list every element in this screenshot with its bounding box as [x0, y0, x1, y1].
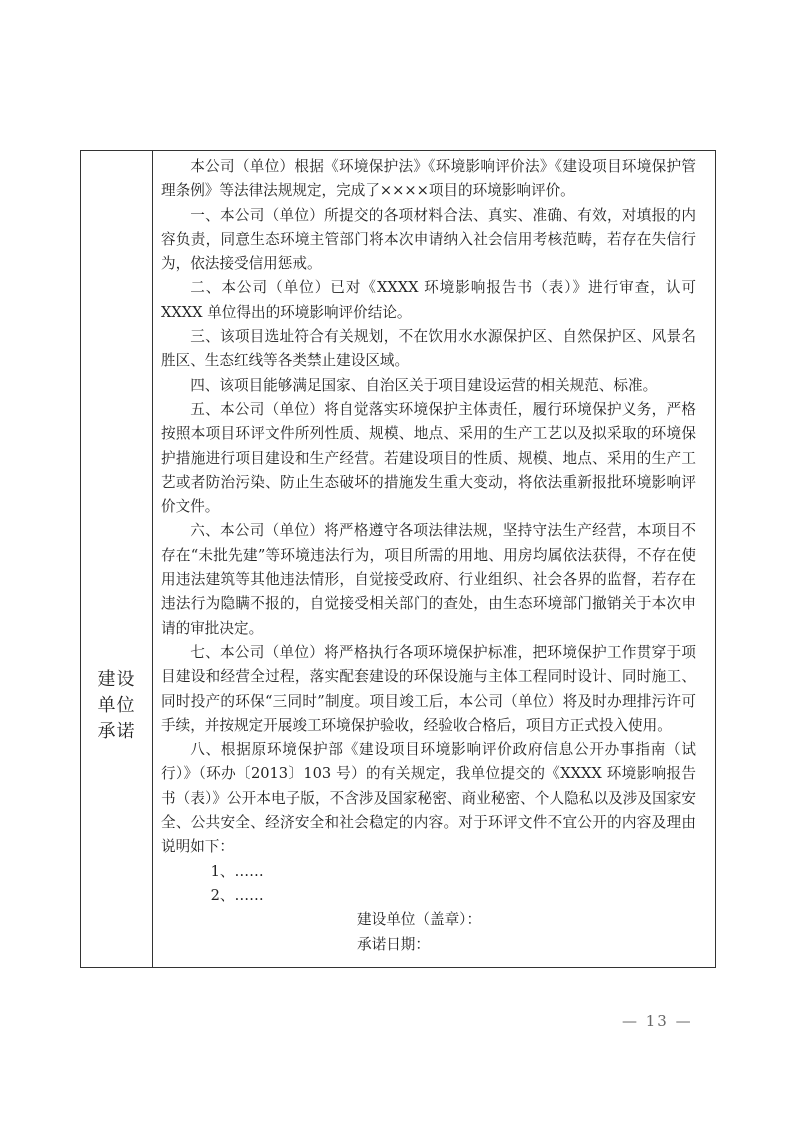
- section-label-line: 承诺: [97, 721, 136, 742]
- clause-2: 二、本公司（单位）已对《XXXX 环境影响报告书（表）》进行审查，认可 XXXX 单位得出的环境影响评价结论。: [161, 279, 696, 321]
- list-item: 2、……: [210, 886, 264, 904]
- clause-5: 五、本公司（单位）将自觉落实环境保护主体责任，履行环境保护义务，严格按照本项目环评文件所列性质、规模、地点、采用的生产工艺以及拟采取的环境保护措施进行项目建设和生产经营。若建设项目的性质、规模、地点、采用的生产工艺或者防治污染、防止生态破坏的措施发生重大变动，将依法重新报批环境影响评价文件。: [161, 400, 696, 516]
- column-divider: [152, 151, 153, 967]
- section-label: [81, 667, 152, 745]
- section-label-line: 建设: [97, 669, 136, 690]
- signature-unit: 建设单位（盖章）：: [357, 911, 482, 929]
- commitment-table: [80, 150, 716, 968]
- commitment-content: [161, 155, 696, 957]
- clause-7: 七、本公司（单位）将严格执行各项环境保护标准，把环境保护工作贯穿于项目建设和经营全过程，落实配套建设的环保设施与主体工程同时设计、同时施工、同时投产的环保“三同时”制度。项目竣工后，本公司（单位）将及时办理排污许可手续，并按规定开展竣工环境保护验收，经验收合格后，项目方正式投入使用。: [161, 643, 696, 734]
- clause-4: 四、该项目能够满足国家、自治区关于项目建设运营的相关规范、标准。: [190, 376, 658, 394]
- intro-paragraph: 本公司（单位）根据《环境保护法》《环境影响评价法》《建设项目环境保护管理条例》等法律法规规定，完成了××××项目的环境影响评价。: [161, 158, 696, 200]
- page-number: — 13 —: [622, 1012, 693, 1030]
- clause-3: 三、该项目选址符合有关规划，不在饮用水水源保护区、自然保护区、风景名胜区、生态红线等各类禁止建设区域。: [161, 328, 696, 370]
- section-label-line: 单位: [97, 695, 136, 716]
- signature-date: 承诺日期：: [357, 935, 430, 953]
- list-item: 1、……: [210, 862, 264, 880]
- clause-6: 六、本公司（单位）将严格遵守各项法律法规，坚持守法生产经营，本项目不存在“未批先建”等环境违法行为，项目所需的用地、用房均属依法获得，不存在使用违法建筑等其他违法情形，自觉接受政府、行业组织、社会各界的监督，若存在违法行为隐瞒不报的，自觉接受相关部门的查处，由生态环境部门撤销关于本次申请的审批决定。: [161, 522, 696, 637]
- clause-8: 八、根据原环境保护部《建设项目环境影响评价政府信息公开办事指南（试行）》（环办〔2013〕103 号）的有关规定，我单位提交的《XXXX 环境影响报告书（表）》公开本电子版，不含涉及国家秘密、商业秘密、个人隐私以及涉及国家安全、公共安全、经济安全和社会稳定的内容。对于环评文件不宜公开的内容及理由说明如下：: [161, 741, 696, 856]
- clause-1: 一、本公司（单位）所提交的各项材料合法、真实、准确、有效，对填报的内容负责，同意生态环境主管部门将本次申请纳入社会信用考核范畴，若存在失信行为，依法接受信用惩戒。: [161, 206, 696, 273]
